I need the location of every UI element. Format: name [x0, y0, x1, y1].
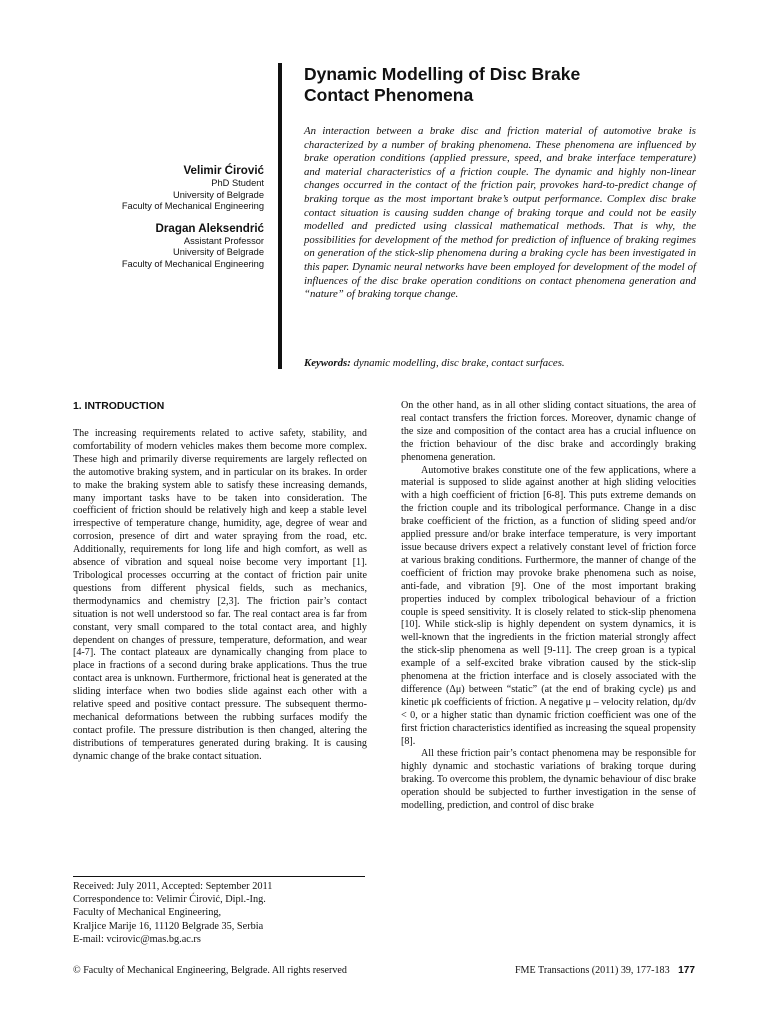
correspondence-faculty: Faculty of Mechanical Engineering, [73, 907, 222, 919]
paper-title [304, 64, 704, 106]
body-paragraph: Automotive brakes constitute one of the few applications, where a material is supposed to slide against another at high sliding velocities with a high coefficient of friction [6-8]. This puts extreme demands on the friction couple and its tribological performance. Change in a disc brake coefficient of the friction, as a function of sliding speed and/or applied pressure and/or brake interface temperature, is very important issue because drivers expect a relatively constant level of friction force at various braking conditions. Furthermore, the manner of change of the coefficient of friction may provoke brake phenomena such as noise, anti-fade, and vibration [9]. One of the most important braking properties induced by complex tribological behaviour of a friction couple is speed sensitivity. It is closely related to stick-slip phenomena [10]. While stick-slip is highly dependent on system dynamics, it is well-known that the ingredients in the friction material strongly affect the stick-slip phenomena as well [9-11]. The creep groan is a typical example of a self-excited brake vibration caused by the stick-slip phenomena at the friction interface and is closely associated with the difference (Δμ) between “static” (at the end of braking cycle) μs and kinetic μk coefficients of friction. A negative μ – velocity relation, dμ/dv < 0, or a higher static than dynamic friction coefficient was one of the first friction characteristics identified as increasing the squeal propensity [8]. [401, 464, 696, 747]
journal-citation: FME Transactions (2011) 39, 177-183 [514, 965, 670, 976]
author-name: Dragan Aleksendrić [155, 221, 264, 235]
correspondence: Correspondence to: Velimir Ćirović, Dipl.-Ing. [73, 894, 266, 906]
copyright-notice: © Faculty of Mechanical Engineering, Belgrade. All rights reserved [73, 965, 347, 976]
body-paragraph: The increasing requirements related to active safety, stability, and comfortability of modern vehicles makes them become more complex. These high and primarily diverse requirements are largely reflected on the automotive braking system, and in particular on its brakes. In order to make the braking system able to satisfy these increasing demands, many important tasks have to be taken into consideration. The coefficient of friction should be relatively high and keep a stable level irrespective of temperature change, humidity, age, degree of wear and corrosion, presence of dirt and water spraying from the road, etc. Additionally, requirements for long life and high comfort, as well as absence of vibration and squeal noise become very important [1]. Tribological processes occurring at the contact of friction pair unite questions from different physical fields, such as mechanics, thermodynamics and chemistry [2,3]. The friction pair’s contact situation is not well understood so far. The real contact area is far from constant, very small compared to the total contact area, and highly dependent on changes of pressure, temperature, deformation, and wear [4-7]. The contact plateaux are dynamically changing from place to place in fractions of a second during brake applications. Thus the true contact area is unknown. Furthermore, frictional heat is generated at the sliding interface when two bodies slide against each other with a relative speed and positive contact pressure. The subsequent thermo-mechanical deformations between the rubbing surfaces modify the contact profile. The pressure distribution is then changed, altering the distributions of temperatures generated during braking. It is causing dynamic change of the brake contact situation. [73, 428, 367, 762]
abstract: An interaction between a brake disc and friction material of automotive brake is characterized by a number of braking phenomena. These phenomena are influenced by brake operation conditions (applied pressure, speed, and brake interface temperature) and material characteristics of a friction couple. The dynamic and highly non-linear changes occurred in the contact of the friction pair, provokes hard-to-predict change of braking torque as the most important brake’s output performance. Complex disc brake contact situation is causing sudden change of braking torque and could not be easily modelled and predicted using classical mathematical methods. That is why, the possibilities for development of the method for prediction of influence of braking regimes on generation of the stick-slip phenomena during a braking cycle has been investigated in this paper. Dynamic neural networks have been employed for development of the model of influences of the disc brake operation conditions on contact phenomena generation and “nature” of braking torque change. [304, 125, 696, 301]
author-faculty: Faculty of Mechanical Engineering [121, 201, 264, 212]
author-university: University of Belgrade [173, 189, 264, 200]
author-role: PhD Student [211, 178, 264, 188]
title-vertical-rule [278, 63, 282, 369]
author-faculty: Faculty of Mechanical Engineering [121, 258, 264, 269]
received-date: Received: July 2011, Accepted: September 2011 [73, 881, 273, 892]
keywords [304, 357, 696, 371]
author-name: Velimir Ćirović [183, 164, 264, 177]
paper-title-line-1: Dynamic Modelling of Disc Brake [304, 64, 581, 84]
author-role: Assistant Professor [183, 235, 264, 246]
author-university: University of Belgrade [173, 247, 264, 258]
author-entry [60, 163, 264, 213]
correspondence-address: Kraljice Marije 16, 11120 Belgrade 35, Serbia [73, 920, 264, 932]
footnote [73, 880, 373, 946]
body-column-left [73, 400, 367, 862]
body-column-right [401, 400, 696, 952]
keywords-label: Keywords: [304, 357, 351, 369]
author-block [60, 163, 264, 279]
author-entry [60, 221, 264, 271]
section-heading: 1. INTRODUCTION [73, 401, 165, 412]
body-paragraph: All these friction pair’s contact phenomena may be responsible for highly dynamic and stochastic variations of braking torque during braking. To overcome this problem, the dynamic behaviour of disc brake operation should be subjected to further investigation in the sense of modelling, prediction, and control of disc brake [401, 748, 696, 812]
correspondence-email: E-mail: vcirovic@mas.bg.ac.rs [73, 933, 201, 945]
journal-footer [515, 964, 695, 977]
keywords-list: dynamic modelling, disc brake, contact surfaces. [353, 357, 565, 369]
footnote-rule [73, 876, 365, 877]
page-number: 177 [678, 965, 695, 976]
paper-title-line-2: Contact Phenomena [304, 85, 474, 105]
body-paragraph: On the other hand, as in all other sliding contact situations, the area of real contact transfers the friction forces. Moreover, dynamic change of the size and composition of the contact area has a crucial influence on the friction behaviour of the disc brake and accordingly braking phenomena generation. [401, 400, 696, 463]
